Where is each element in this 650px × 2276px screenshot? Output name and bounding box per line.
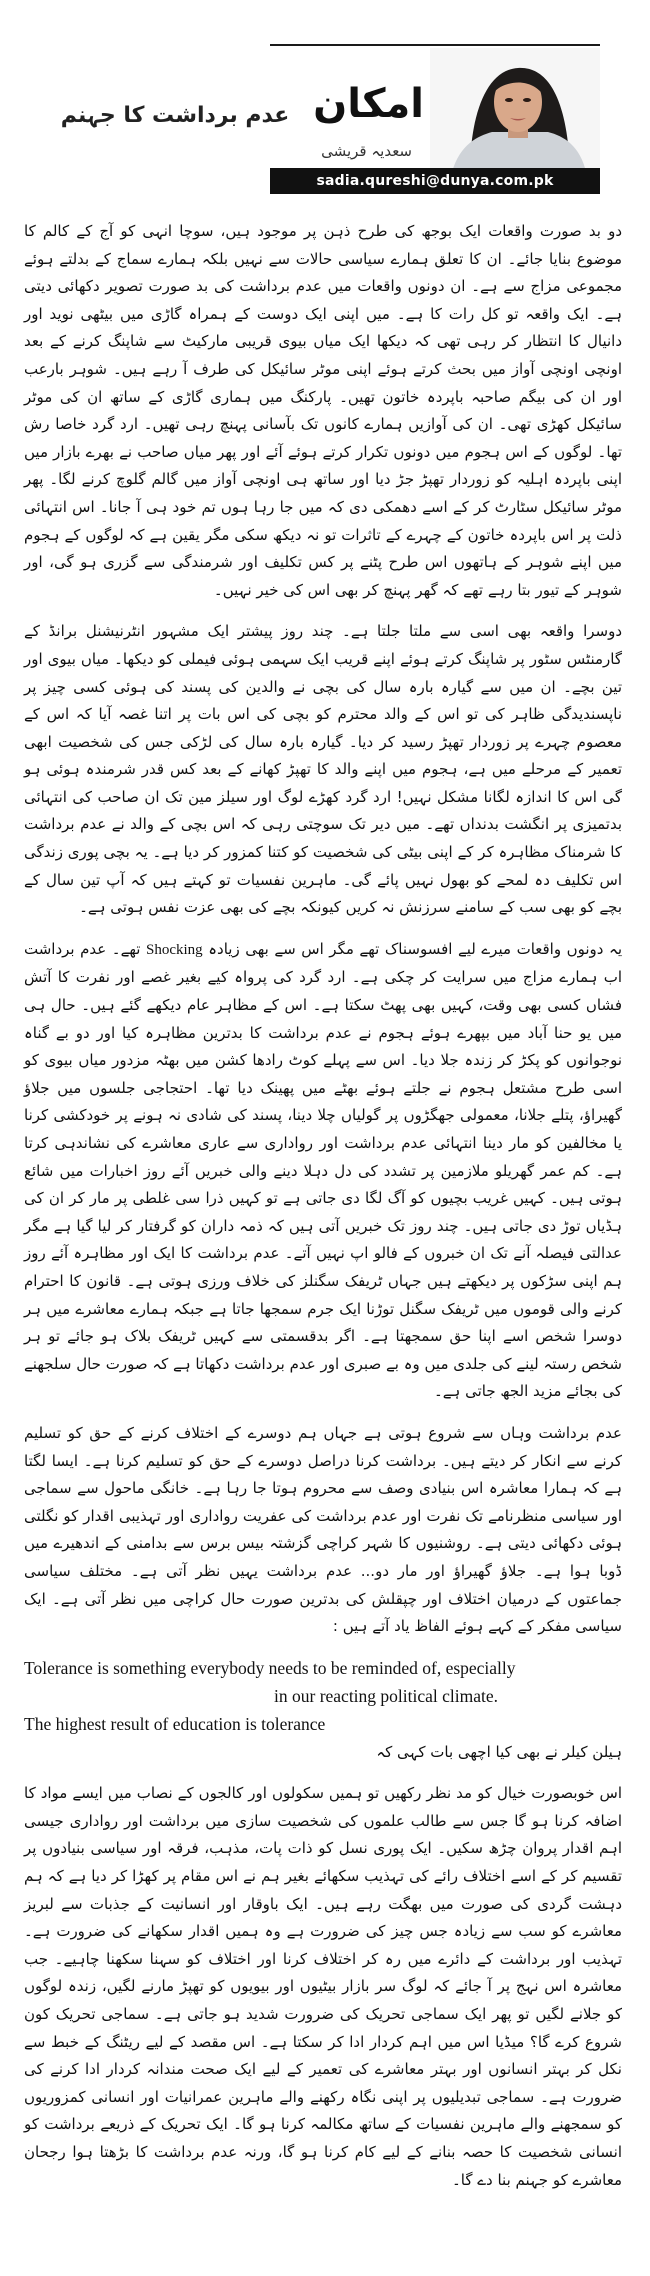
author-portrait <box>430 48 600 172</box>
paragraph-2: دوسرا واقعہ بھی اسی سے ملتا جلتا ہے۔ چند روز پیشتر ایک مشہور انٹرنیشنل برانڈ کے گارمنٹس سٹور پر شاپنگ کرتے ہوئے اپنے قریب ایک سہمی ہوئی فیملی کو دیکھا۔ میاں بیوی اور تین بچے۔ ان میں سے گیارہ بارہ سال کی بچی نے والدین کی پسند کی ہوئی کسی چیز پر ناپسندیدگی ظاہر کی تو اس کے والد محترم کو بچی کی اس بات پر اتنا غصہ آیا کہ اس کے معصوم چہرے پر زوردار تھپڑ رسید کر دیا۔ گیارہ بارہ سال کی لڑکی جس کی شخصیت ابھی تعمیر کے مرحلے میں ہے، ہجوم میں اپنے والد کا تھپڑ کھانے کے بعد کس قدر شرمندہ ہوئی ہو گی اس کا اندازہ لگانا مشکل نہیں! ارد گرد کھڑے لوگ اور سیلز مین تک ان صاحب کی انتہائی بدتمیزی پر انگشت بدنداں تھے۔ میں دیر تک سوچتی رہی کہ اس بچی کے والد نے عدم برداشت کا شرمناک مظاہرہ کر کے اپنی بیٹی کی شخصیت کو کتنا کمزور کر دیا ہے۔ یہ بچی پوری زندگی اس تکلیف دہ لمحے کو بھول نہیں پائے گی۔ ماہرین نفسیات تو کہتے ہیں کہ آپ تین سال کے بچے کو بھی سب کے سامنے سرزنش نہ کریں کیونکہ بچے کی بھی عزت نفس ہوتی ہے۔ <box>24 622 622 917</box>
quote-line-2: in our reacting political climate. <box>274 1685 499 1706</box>
paragraph-3-part-b: تھے۔ عدم برداشت اب ہمارے مزاج میں سرایت کر چکی ہے۔ ارد گرد کی پرواہ کیے بغیر غصے اور نفرت کا آتش فشاں کسی بھی وقت، کہیں بھی پھٹ سکتا ہے۔ اس کے مظاہر عام دیکھے گئے ہیں۔ حال ہی میں یو حنا آباد میں بپھرے ہوئے ہجوم نے عدم برداشت کا بدترین مظاہرہ کیا اور دو بے گناہ نوجوانوں کو پکڑ کر زندہ جلا دیا۔ اس سے پہلے کوٹ رادھا کشن میں بھٹہ مزدور میاں بیوی کو اسی طرح مشتعل ہجوم نے جلتے ہوئے بھٹے میں پھینک دیا تھا۔ احتجاجی جلسوں میں جلاؤ گھیراؤ، پتلے جلانا، معمولی جھگڑوں پر گولیاں چلا دینا، پسند کی شادی نہ ہونے پر خودکشی کرنا یا مخالفین کو مار دینا انتہائی عدم برداشت اور رواداری سے عاری معاشرے کی نشاندہی کرتا ہے۔ کم عمر گھریلو ملازمین پر تشدد کی دل دہلا دینے والی خبریں آئے روز اخبارات میں شائع ہوتی ہیں۔ کہیں غریب بچیوں کو آگ لگا دی جاتی ہے تو کہیں ذرا سی غلطی پر مار کر ان کی ہڈیاں توڑ دی جاتی ہیں۔ چند روز تک خبریں آتی ہیں کہ ذمہ داران کو گرفتار کر لیا گیا ہے مگر عدالتی فیصلہ آنے تک ان خبروں کے فالو اپ نہیں آتے۔ عدم برداشت کا ایک اور مظاہرہ آئے روز ہم اپنی سڑکوں پر دیکھتے ہیں جہاں ٹریفک سگنلز کی خلاف ورزی ہوتی ہے۔ قانون کا احترام کرنے والی قوموں میں ٹریفک سگنل توڑنا ایک جرم سمجھا جاتا ہے جبکہ ہمارے معاشرے میں ہر دوسرا شخص اسے اپنا حق سمجھتا ہے۔ اگر بدقسمتی سے کہیں ٹریفک بلاک ہو جائے تو ہر شخص رستہ لینے کی جلدی میں وہ بے صبری اور عدم برداشت دکھاتا ہے کہ صورت حال سلجھنے کی بجائے مزید الجھ جاتی ہے۔ <box>24 939 622 1401</box>
banner-top-rule <box>270 44 600 46</box>
paragraph-4: عدم برداشت وہاں سے شروع ہوتی ہے جہاں ہم دوسرے کے اختلاف کرنے کے حق کو تسلیم کرنے سے انکار کر دیتے ہیں۔ برداشت کرنا دراصل دوسرے کے حق کو تسلیم کرنا ہے۔ ایسا لگتا ہے کہ ہمارا معاشرہ اس بنیادی وصف سے محروم ہوتا جا رہا ہے۔ خانگی ماحول سے سماجی اور سیاسی منظرنامے تک نفرت اور عدم برداشت کی عفریت رواداری اور تہذیبی اقدار کو نگلتی ہوئی دکھائی دیتی ہے۔ روشنیوں کا شہر کراچی گزشتہ بیس برس سے بدامنی کے اندھیرے میں ڈوبا ہوا ہے۔ جلاؤ گھیراؤ اور مار دو... عدم برداشت یہیں نظر آتی ہے۔ مختلف سیاسی جماعتوں کے درمیان اختلاف اور چپقلش کی بدترین صورت حال کراچی میں نظر آتی ہے۔ ایک سیاسی مفکر کے کہے ہوئے الفاظ یاد آتے ہیں : <box>24 1423 622 1636</box>
author-email-bar <box>270 168 600 194</box>
column-header <box>0 0 650 200</box>
paragraph-3-part-a: یہ دونوں واقعات میرے لیے افسوسناک تھے مگر اس سے بھی زیادہ <box>202 939 622 958</box>
author-name: سعدیہ قریشی <box>321 142 412 160</box>
byline <box>270 138 430 164</box>
paragraph-3 <box>24 936 622 1406</box>
headline: عدم برداشت کا جہنم <box>60 103 290 128</box>
column-logo <box>270 74 440 134</box>
column-body <box>24 218 622 2208</box>
helen-keller-intro: ہیلن کیلر نے بھی کیا اچھی بات کہی کہ <box>376 1742 622 1761</box>
columnist-banner <box>270 44 600 194</box>
author-portrait-image <box>430 48 600 172</box>
column-logo-text: امکان <box>313 81 424 127</box>
helen-keller-line <box>24 1711 622 1737</box>
paragraph-3-english-word: Shocking <box>146 941 203 958</box>
quote-line-1: Tolerance is something everybody needs to be reminded of, especially <box>24 1657 516 1678</box>
paragraph-1: دو بد صورت واقعات ایک بوجھ کی طرح ذہن پر موجود ہیں، سوچا انہی کو آج کے کالم کا موضوع بنایا جائے۔ ان کا تعلق ہمارے سیاسی حالات سے نہیں بلکہ ہمارے سماج کے بدلتے ہوئے مجموعی مزاج سے ہے۔ ان دونوں واقعات میں عدم برداشت کی بد صورت تصویر دکھائی دیتی ہے۔ ایک واقعہ تو کل رات کا ہے۔ میں اپنی ایک دوست کے ہمراہ گاڑی میں بیٹھی نوید اور دانیال کا انتظار کر رہی تھی کہ دیکھا ایک میاں بیوی قریبی مارکیٹ سے شاپنگ کرنے کے بعد اونچی اونچی آواز میں بحث کرتے ہوئے اپنی موٹر سائیکل کی طرف آ رہے ہیں۔ شوہر بارعب اور ان کی بیگم صاحبہ باپردہ خاتون تھیں۔ پارکنگ میں ہماری گاڑی کے ساتھ ان کی موٹر سائیکل کھڑی تھی۔ ان کی آوازیں ہمارے کانوں تک بآسانی پہنچ رہی تھیں۔ ارد گرد خاصا رش تھا۔ لوگوں کے اس ہجوم میں دونوں تکرار کرتے ہوئے آئے اور پھر میاں صاحب نے بھرے بازار میں اپنی باپردہ اہلیہ کو زوردار تھپڑ جڑ دیا اور ساتھ ہی اونچی آواز میں گالم گلوچ کرنے لگا۔ پھر موٹر سائیکل سٹارٹ کر کے اسے دھمکی دی کہ میں جا رہا ہوں تم خود ہی آ جانا۔ اس انتہائی ذلت پر اس باپردہ خاتون کے چہرے کے تاثرات تو نہ دیکھ سکی مگر یقین ہے کہ لوگوں کے ہجوم میں اپنے شوہر کے ہاتھوں اس طرح پٹنے پر کس تکلیف اور شرمندگی سے گزری ہو گی، اور شوہر کے تیور بتا رہے تھے کہ گھر پہنچ کر بھی اس کی خیر نہیں۔ <box>24 222 622 599</box>
author-email[interactable]: sadia.qureshi@dunya.com.pk <box>316 173 554 189</box>
paragraph-6: اس خوبصورت خیال کو مد نظر رکھیں تو ہمیں سکولوں اور کالجوں کے نصاب میں ایسے مواد کا اضافہ کرنا ہو گا جس سے طالب علموں کی شخصیت سازی میں برداشت اور رواداری جیسی اہم اقدار پروان چڑھ سکیں۔ ایک پوری نسل کو ذات پات، مذہب، فرقہ اور سیاسی بنیادوں پر تقسیم کر کے اسے اختلاف رائے کی تہذیب سکھائے بغیر ہم نے اس مقام پر کھڑا کر دیا ہے کہ ہم دہشت گردی کی صورت میں بھگت رہے ہیں۔ ایک باوقار اور انسانیت کے جذبات سے لبریز معاشرے کو سب سے زیادہ جس چیز کی ضرورت ہے وہ ہمیں اقدار سکھانے کی ضرورت ہے۔ تہذیب اور برداشت کے دائرے میں رہ کر اختلاف کرنا اور اختلاف کو سہنا سکھنا چاہیے۔ جب معاشرہ اس نہج پر آ جائے کہ لوگ سر بازار بیٹیوں اور بیویوں کو تھپڑ مارنے لگیں، زندہ لوگوں کو جلانے لگیں تو پھر ایک سماجی تحریک کی ضرورت شدید ہو جاتی ہے۔ سماجی تحریک کون شروع کرے گا؟ میڈیا اس میں اہم کردار ادا کر سکتا ہے۔ اس مقصد کے لیے ریٹنگ کے خبط سے نکل کر بہتر انسانوں اور بہتر معاشرے کی تعمیر کے لیے ایک صحت مندانہ کردار ادا کرنے کی ضرورت ہے۔ سماجی تبدیلیوں پر اپنی نگاہ رکھنے والے ماہرین عمرانیات اور انسانی کمزوریوں کو سمجھنے والے ماہرین نفسیات کے ساتھ مکالمہ کرنا ہو گا۔ ایک تحریک کے ذریعے برداشت کو انسانی شخصیت کا حصہ بنانے کے لیے کام کرنا ہو گا، ورنہ عدم برداشت کا بڑھتا ہوا رجحان معاشرے کو جہنم بنا دے گا۔ <box>24 1784 622 2189</box>
helen-keller-quote: The highest result of education is tolerance <box>24 1713 326 1734</box>
